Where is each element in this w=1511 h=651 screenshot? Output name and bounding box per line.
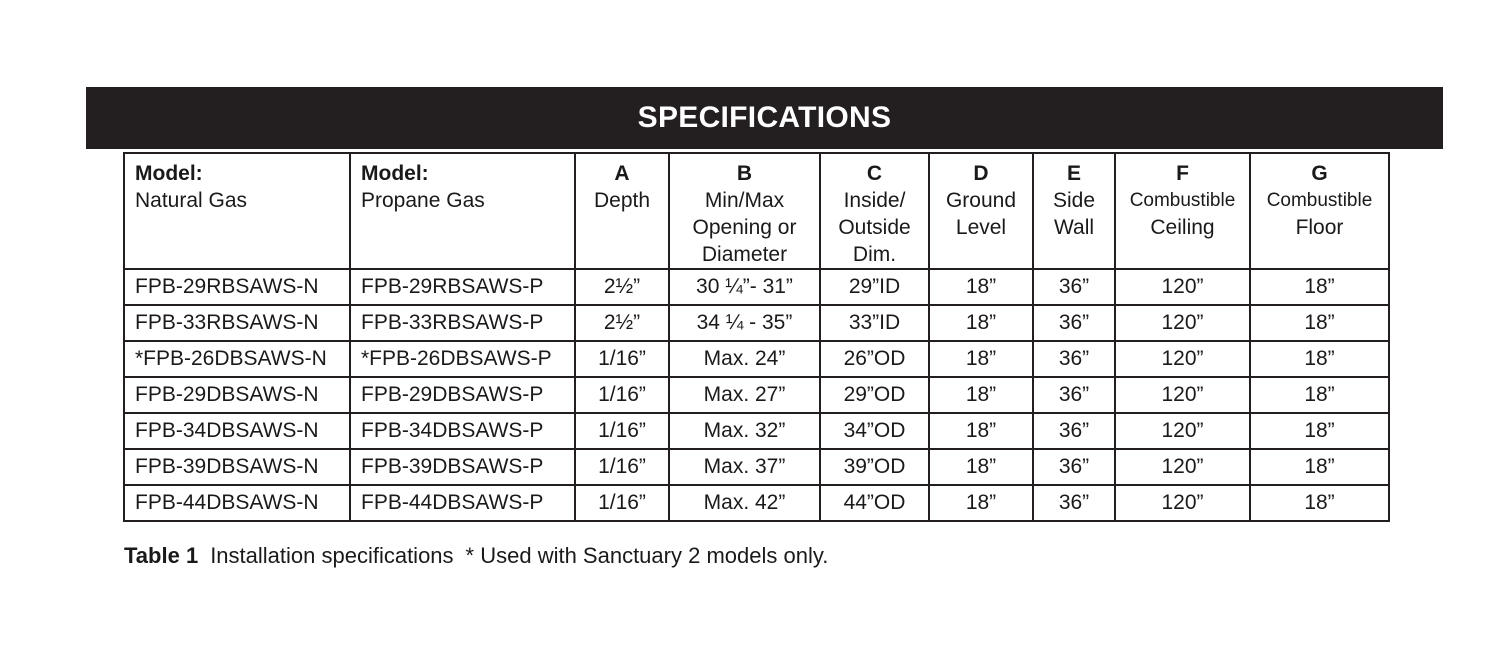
cell-ground-level: 18”	[929, 377, 1033, 413]
cell-depth: 1/16”	[575, 449, 669, 485]
cell-propane-gas-model: FPB-34DBSAWS-P	[350, 413, 575, 449]
header-code: C	[866, 162, 883, 185]
cell-dimension: 26”OD	[820, 341, 929, 377]
header-line: Natural Gas	[135, 189, 248, 212]
header-code: Model:	[135, 162, 203, 185]
cell-opening: Max. 32”	[669, 413, 820, 449]
cell-depth: 1/16”	[575, 341, 669, 377]
cell-floor: 18”	[1250, 269, 1389, 305]
cell-depth: 1/16”	[575, 413, 669, 449]
cell-floor: 18”	[1250, 485, 1389, 521]
table-row	[124, 449, 1389, 485]
header-line: Inside/	[843, 189, 906, 212]
header-line: Outside	[838, 216, 911, 239]
header-d-ground-level	[929, 153, 1033, 269]
cell-side-wall: 36”	[1033, 449, 1115, 485]
table-row	[124, 305, 1389, 341]
header-line: Wall	[1053, 216, 1095, 239]
header-line: Side	[1052, 189, 1096, 212]
header-line: Diameter	[701, 243, 788, 266]
cell-opening: Max. 24”	[669, 341, 820, 377]
header-a-depth	[575, 153, 669, 269]
table-row	[124, 377, 1389, 413]
header-code: G	[1311, 162, 1328, 185]
header-code: B	[736, 162, 753, 185]
cell-side-wall: 36”	[1033, 485, 1115, 521]
cell-floor: 18”	[1250, 413, 1389, 449]
cell-side-wall: 36”	[1033, 413, 1115, 449]
cell-natural-gas-model: FPB-39DBSAWS-N	[124, 449, 350, 485]
cell-natural-gas-model: FPB-34DBSAWS-N	[124, 413, 350, 449]
cell-ground-level: 18”	[929, 341, 1033, 377]
header-g-floor	[1250, 153, 1389, 269]
cell-ceiling: 120”	[1115, 449, 1250, 485]
table-caption	[124, 541, 828, 571]
table-row	[124, 413, 1389, 449]
cell-depth: 2½”	[575, 269, 669, 305]
cell-dimension: 34”OD	[820, 413, 929, 449]
cell-side-wall: 36”	[1033, 269, 1115, 305]
cell-side-wall: 36”	[1033, 341, 1115, 377]
header-line: Combustible	[1129, 190, 1236, 211]
cell-natural-gas-model: FPB-44DBSAWS-N	[124, 485, 350, 521]
header-line: Ceiling	[1150, 216, 1215, 239]
header-line: Min/Max	[704, 189, 785, 212]
header-code: A	[614, 162, 630, 185]
cell-opening: 30 ¼”- 31”	[669, 269, 820, 305]
cell-ground-level: 18”	[929, 269, 1033, 305]
header-model-propane-gas	[350, 153, 575, 269]
header-line: Combustible	[1266, 190, 1373, 211]
header-model-natural-gas	[124, 153, 350, 269]
cell-ceiling: 120”	[1115, 485, 1250, 521]
cell-side-wall: 36”	[1033, 305, 1115, 341]
header-f-ceiling	[1115, 153, 1250, 269]
caption-note: * Used with Sanctuary 2 models only.	[465, 543, 829, 568]
cell-propane-gas-model: *FPB-26DBSAWS-P	[350, 341, 575, 377]
table-row	[124, 485, 1389, 521]
cell-dimension: 39”OD	[820, 449, 929, 485]
header-line: Floor	[1295, 216, 1344, 239]
header-line: Opening or	[692, 216, 797, 239]
table-row	[124, 269, 1389, 305]
header-line: Level	[955, 216, 1007, 239]
header-b-opening	[669, 153, 820, 269]
cell-ceiling: 120”	[1115, 305, 1250, 341]
cell-dimension: 29”ID	[820, 269, 929, 305]
cell-floor: 18”	[1250, 341, 1389, 377]
header-code: Model:	[361, 162, 429, 185]
cell-side-wall: 36”	[1033, 377, 1115, 413]
cell-floor: 18”	[1250, 449, 1389, 485]
cell-opening: Max. 27”	[669, 377, 820, 413]
header-line: Ground	[945, 189, 1017, 212]
cell-ground-level: 18”	[929, 485, 1033, 521]
cell-natural-gas-model: FPB-29DBSAWS-N	[124, 377, 350, 413]
cell-propane-gas-model: FPB-29DBSAWS-P	[350, 377, 575, 413]
cell-depth: 1/16”	[575, 485, 669, 521]
cell-opening: Max. 37”	[669, 449, 820, 485]
cell-dimension: 29”OD	[820, 377, 929, 413]
cell-floor: 18”	[1250, 377, 1389, 413]
cell-propane-gas-model: FPB-33RBSAWS-P	[350, 305, 575, 341]
cell-propane-gas-model: FPB-39DBSAWS-P	[350, 449, 575, 485]
cell-dimension: 33”ID	[820, 305, 929, 341]
cell-natural-gas-model: FPB-33RBSAWS-N	[124, 305, 350, 341]
cell-ground-level: 18”	[929, 305, 1033, 341]
table-row	[124, 341, 1389, 377]
header-e-side-wall	[1033, 153, 1115, 269]
cell-ceiling: 120”	[1115, 341, 1250, 377]
header-line: Propane Gas	[361, 189, 485, 212]
header-line: Dim.	[852, 243, 897, 266]
cell-dimension: 44”OD	[820, 485, 929, 521]
cell-opening: 34 ¼ - 35”	[669, 305, 820, 341]
cell-natural-gas-model: FPB-29RBSAWS-N	[124, 269, 350, 305]
cell-ceiling: 120”	[1115, 377, 1250, 413]
caption-label: Table 1	[124, 543, 199, 568]
header-line: Depth	[593, 189, 651, 212]
cell-ceiling: 120”	[1115, 269, 1250, 305]
banner-title: SPECIFICATIONS	[637, 101, 892, 134]
specifications-table	[123, 152, 1390, 522]
cell-propane-gas-model: FPB-29RBSAWS-P	[350, 269, 575, 305]
cell-depth: 1/16”	[575, 377, 669, 413]
cell-ceiling: 120”	[1115, 413, 1250, 449]
header-c-dimension	[820, 153, 929, 269]
cell-propane-gas-model: FPB-44DBSAWS-P	[350, 485, 575, 521]
header-code: E	[1066, 162, 1081, 185]
caption-text: Installation specifications	[210, 543, 454, 568]
cell-floor: 18”	[1250, 305, 1389, 341]
header-code: F	[1176, 162, 1189, 185]
cell-opening: Max. 42”	[669, 485, 820, 521]
cell-ground-level: 18”	[929, 449, 1033, 485]
specifications-banner	[86, 87, 1443, 149]
cell-depth: 2½”	[575, 305, 669, 341]
cell-ground-level: 18”	[929, 413, 1033, 449]
header-code: D	[973, 162, 989, 185]
cell-natural-gas-model: *FPB-26DBSAWS-N	[124, 341, 350, 377]
table-header-row	[124, 153, 1389, 269]
